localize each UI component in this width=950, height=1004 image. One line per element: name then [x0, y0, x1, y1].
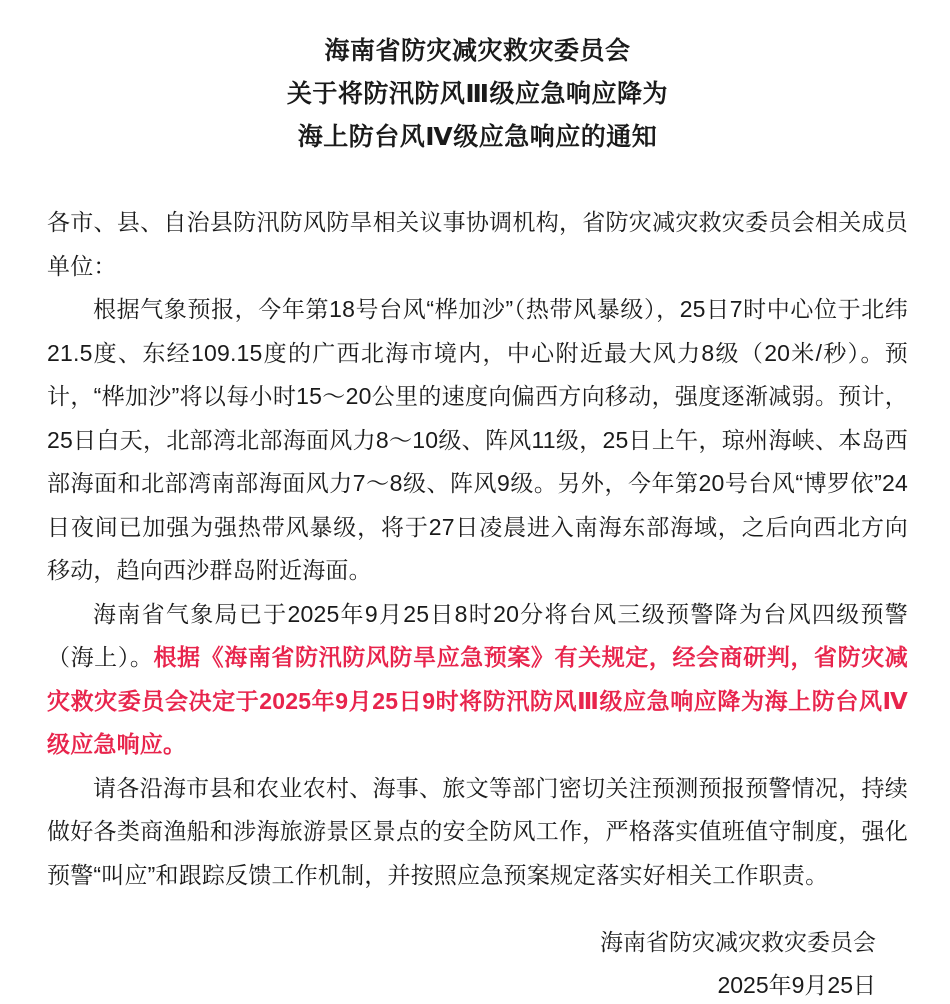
forecast-paragraph: 根据气象预报，今年第18号台风“桦加沙”（热带风暴级），25日7时中心位于北纬21.5度、东经109.15度的广西北海市境内，中心附近最大风力8级（20米/秒）。预计，“桦加沙”将以每小时15～20公里的速度向偏西方向移动，强度逐渐减弱。预计，25日白天，北部湾北部海面风力8～10级、阵风11级，25日上午，琼州海峡、本岛西部海面和北部湾南部海面风力7～8级、阵风9级。另外，今年第20号台风“博罗依”24日夜间已加强为强热带风暴级，将于27日凌晨进入南海东部海域，之后向西北方向移动，趋向西沙群岛附近海面。	[47, 296, 908, 583]
notice-body	[47, 201, 908, 897]
notice-title-line-2: 关于将防汛防风Ⅲ级应急响应降为	[286, 80, 669, 108]
signature-org: 海南省防灾减灾救灾委员会	[600, 929, 876, 955]
notice-title-line-1: 海南省防灾减灾救灾委员会	[324, 37, 631, 65]
notice-title-line-3: 海上防台风Ⅳ级应急响应的通知	[297, 123, 658, 151]
signature-block	[47, 921, 908, 1004]
requirements-paragraph: 请各沿海市县和农业农村、海事、旅文等部门密切关注预测预报预警情况，持续做好各类商渔船和涉海旅游景区景点的安全防风工作，严格落实值班值守制度，强化预警“叫应”和跟踪反馈工作机制，并按照应急预案规定落实好相关工作职责。	[47, 774, 908, 888]
signature-date: 2025年9月25日	[717, 972, 876, 998]
decision-paragraph	[47, 593, 908, 767]
decision-paragraph-black-text: 海南省气象局已于2025年9月25日8时20分将台风三级预警降为台风四级预警（海上）。	[47, 600, 908, 670]
notice-title	[47, 30, 908, 159]
salutation-paragraph: 各市、县、自治县防汛防风防旱相关议事协调机构，省防灾减灾救灾委员会相关成员单位：	[47, 209, 908, 279]
decision-paragraph-red-text: 根据《海南省防汛防风防旱应急预案》有关规定，经会商研判，省防灾减灾救灾委员会决定于2025年9月25日9时将防汛防风Ⅲ级应急响应降为海上防台风Ⅳ级应急响应。	[47, 644, 909, 757]
